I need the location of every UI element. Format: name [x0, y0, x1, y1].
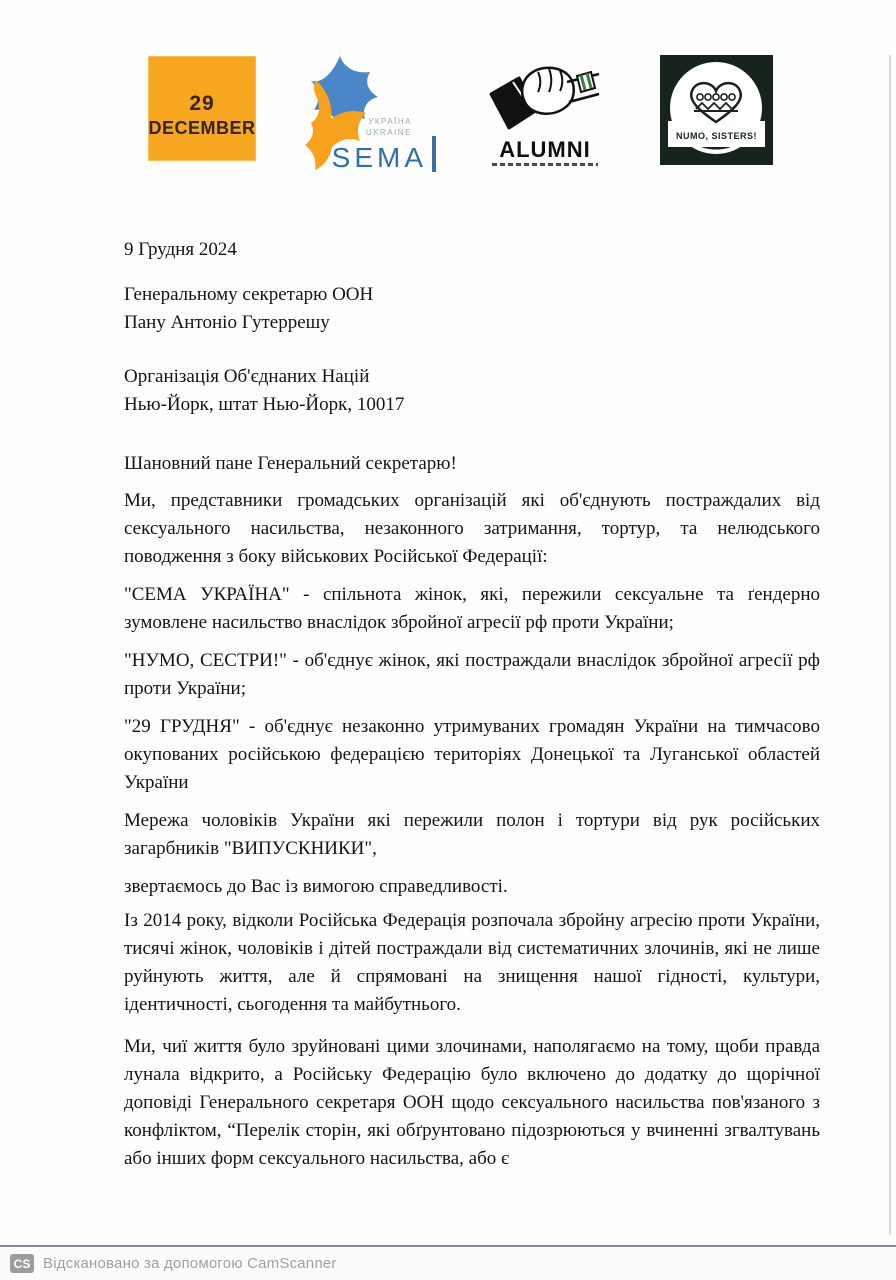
- sema-ukraine-logo: [288, 54, 436, 178]
- address-block: [124, 363, 820, 419]
- recipient-name: Пану Антоніо Гутеррешу: [124, 312, 330, 333]
- alumni-handshake-icon: [483, 58, 607, 134]
- 29-december-logo: [148, 56, 256, 161]
- sema-wordmark-row: [332, 136, 436, 172]
- paragraph-insist: Ми, чиї життя було зруйновані цими злочинами, наполягаємо на тому, щоби правда лунала відкрито, а Російську Федерацію було включено до додатку до щорічної доповіді Генерального секретаря ООН щодо сексуального насильства пов'язаного з конфліктом, “Перелік сторін, які обґрунтовано підозрюються у вчиненні згвалтувань або інших форм сексуального насильства, або є: [124, 1036, 820, 1169]
- address-city: Нью-Йорк, штат Нью-Йорк, 10017: [124, 394, 405, 415]
- letter-date: 9 Грудня 2024: [124, 239, 237, 260]
- letterhead-logos: [0, 0, 896, 190]
- recipient-block: [124, 281, 820, 337]
- recipient-title: Генеральному секретарю ООН: [124, 284, 374, 305]
- alumni-wordmark: ALUMNI: [499, 137, 591, 162]
- paragraph-demand: звертаємось до Вас із вимогою справедливості.: [124, 876, 508, 897]
- page-edge-shadow: [889, 55, 891, 1235]
- numo-sisters-logo: [660, 55, 773, 165]
- numo-sisters-icon: [660, 55, 773, 165]
- paragraph-numo-sestry: "НУМО, СЕСТРИ!" - об'єднує жінок, які постраждали внаслідок збройної агресії рф проти України;: [124, 650, 820, 699]
- camscanner-badge-icon: CS: [10, 1254, 34, 1273]
- letter-body: [124, 236, 820, 1183]
- salutation: Шановний пане Генеральний секретарю!: [124, 453, 457, 474]
- 29-december-logo-day: 29: [189, 92, 215, 115]
- paragraph-sema-ukraina: "СЕМА УКРАЇНА" - спільнота жінок, які, пережили сексуальне та ґендерно зумовлене насильство внаслідок збройної агресії рф проти України;: [124, 584, 820, 633]
- camscanner-watermark-text: Відскановано за допомогою CamScanner: [43, 1255, 337, 1272]
- paragraph-29-hrudnia: "29 ГРУДНЯ" - об'єднує незаконно утримуваних громадян України на тимчасово окупованих російською федерацією територіях Донецької та Луганської областей України: [124, 716, 820, 793]
- sema-country-en: UKRAINE: [365, 128, 412, 137]
- sema-vertical-bar: [432, 136, 436, 172]
- 29-december-logo-month: DECEMBER: [148, 118, 256, 138]
- sema-country-label: [366, 116, 412, 138]
- sema-country-ua: УКРАЇНА: [368, 117, 412, 126]
- paragraph-intro: Ми, представники громадських організацій які об'єднують постраждалих від сексуального насильства, незаконного затримання, тортур, та нелюдського поводження з боку військових Російської Федерації:: [124, 490, 820, 567]
- paragraph-since-2014: Із 2014 року, відколи Російська Федерація розпочала збройну агресію проти України, тисячі жінок, чоловіків і дітей постраждали від систематичних злочинів, які не лише руйнують життя, але й спрямовані на знищення нашої гідності, культури, ідентичності, сьогодення та майбутнього.: [124, 910, 820, 1015]
- camscanner-footer: [0, 1245, 896, 1280]
- address-org: Організація Об'єднаних Націй: [124, 366, 370, 387]
- paragraph-vypusknyky: Мережа чоловіків України які пережили полон і тортури від рук російських загарбників "ВИПУСКНИКИ",: [124, 810, 820, 859]
- alumni-tagline-line: [492, 163, 598, 166]
- numo-wordmark: NUMO, SISTERS!: [675, 131, 757, 141]
- alumni-logo: [483, 58, 607, 162]
- sema-wordmark: SEMA: [331, 142, 427, 173]
